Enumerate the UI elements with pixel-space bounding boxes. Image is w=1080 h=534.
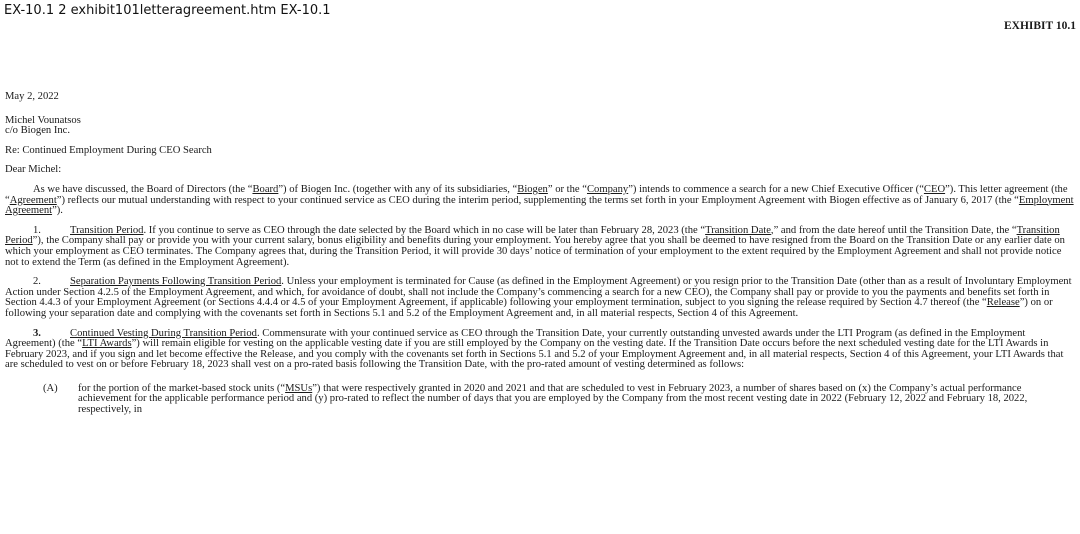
section-number: 2. <box>33 276 41 288</box>
text-run: ”) reflects our mutual understanding with respect to your continued service as CEO during the interim period, supplementing the terms set forth in your Employment Agreement with Biogen effective as of January 6, 2017 (the “ <box>56 194 1019 206</box>
letter-body <box>5 92 1075 416</box>
section-number: 3. <box>33 327 41 339</box>
section-number: 1. <box>33 224 41 236</box>
text-run: for the portion of the market-based stock units (“ <box>78 382 286 394</box>
text-run: As we have discussed, the Board of Directors (the “ <box>33 183 253 195</box>
defined-term-company: Company <box>586 183 629 195</box>
text-run: ”). This letter agreement (the “ <box>5 183 1068 206</box>
text-run: . Unless your employment is terminated for Cause (as defined in the Employment Agreement) or you resign prior to the Transition Date (other than as a result of Involuntary Employment Action under Section 4.2.5 of the Employment Agreement, and which, for avoidance of doubt, shall not include the Company’s commencing a search for a new CEO), the Company shall pay or provide to you the payments and benefits set forth in Section 4.4.3 of your Employment Agreement (or Sections 4.4.4 or 4.5 of your Employment Agreement, if applicable) following your employment termination, subject to you signing the release required by Section 4.7 thereof (the “ <box>5 276 1072 309</box>
defined-term-msus: MSUs <box>285 382 313 394</box>
salutation: Dear Michel: <box>5 164 62 176</box>
text-run: ”) will remain eligible for vesting on the applicable vesting date if you are still employed by the Company on the vesting date. If the Transition Date occurs before the next scheduled vesting date for the LTI Awards in February 2023, and if you sign and let become effective the Release, and you comply with the covenants set forth in Sections 5.1 and 5.2 of your Employment Agreement and, in all material respects, Section 4 of this Agreement, your LTI Awards that are scheduled to vest on or before February 18, 2023 shall vest on a pro-rated basis following the Transition Date, with the pro-rated amount of vesting determined as follows: <box>5 338 1064 371</box>
text-run: ,” and from the date hereof until the Transition Date, the “ <box>770 224 1017 236</box>
defined-term-release: Release <box>986 297 1020 309</box>
defined-term-ceo: CEO <box>923 183 946 195</box>
text-run: . Commensurate with your continued service as CEO through the Transition Date, your currently outstanding unvested awards under the LTI Program (as defined in the Employment Agreement) (the “ <box>5 327 1026 350</box>
section-heading: Continued Vesting During Transition Period <box>70 327 257 339</box>
text-run: ” or the “ <box>547 183 587 195</box>
section-1-paragraph <box>5 226 1075 268</box>
letter-date: May 2, 2022 <box>5 91 59 102</box>
text-run: ”) intends to commence a search for a new Chief Executive Officer (“ <box>628 183 924 195</box>
defined-term-board: Board <box>252 183 279 195</box>
text-run: ”), the Company shall pay or provide you with your current salary, bonus eligibility and benefits during your employment. You hereby agree that you shall be deemed to have resigned from the Board on the Transition Date or any earlier date on which your employment as CEO terminates. The Company agrees that, during the Transition Period, it will provide 30 days’ notice of termination of your employment to the extent required by the Employment Agreement and shall not provide notice not to extend the Term (as defined in the Employment Agreement). <box>5 235 1065 268</box>
section-heading: Separation Payments Following Transition Period <box>70 276 282 288</box>
defined-term-employment-agreement: Employment Agreement <box>5 194 1074 217</box>
defined-term-biogen: Biogen <box>517 183 548 195</box>
defined-term-transition-date: Transition Date <box>705 224 771 236</box>
defined-term-lti-awards: LTI Awards <box>82 338 132 350</box>
recipient-name: Michel Vounatsos <box>5 114 81 126</box>
section-2-paragraph <box>5 277 1075 319</box>
subitem-number: (A) <box>43 382 58 394</box>
text-run: ”) that were respectively granted in 2020 and 2021 and that are scheduled to vest in February 2023, a number of shares based on (x) the Company’s actual performance achievement for the applicable performance period and (y) pro-rated to reflect the number of days that you are employed by the Company from the most recent vesting date in 2022 (February 12, 2022 and February 18, 2022, respectively, in <box>78 382 1028 416</box>
section-3-paragraph <box>5 329 1075 371</box>
defined-term-transition-period: Transition Period <box>5 224 1060 247</box>
text-run: ”). <box>52 205 63 217</box>
exhibit-label: EXHIBIT 10.1 <box>1003 20 1076 32</box>
text-run: ”) of Biogen Inc. (together with any of its subsidiaries, “ <box>278 183 518 195</box>
intro-paragraph <box>5 185 1075 217</box>
recipient-org: c/o Biogen Inc. <box>5 125 71 137</box>
defined-term-agreement: Agreement <box>9 194 57 206</box>
text-run: ”) on or following your separation date and complying with the covenants set forth in Sections 5.1 and 5.2 of the Employment Agreement and, in all material respects, Section 4 of this Agreement. <box>5 297 1053 319</box>
subitem-a-paragraph <box>5 384 1075 416</box>
text-run: . If you continue to serve as CEO through the date selected by the Board which in no case will be later than February 28, 2023 (the “ <box>143 224 706 236</box>
subject-line: Re: Continued Employment During CEO Search <box>5 144 212 156</box>
section-heading: Transition Period <box>70 224 144 236</box>
document-header-title: EX-10.1 2 exhibit101letteragreement.htm EX-10.1 <box>4 3 331 18</box>
